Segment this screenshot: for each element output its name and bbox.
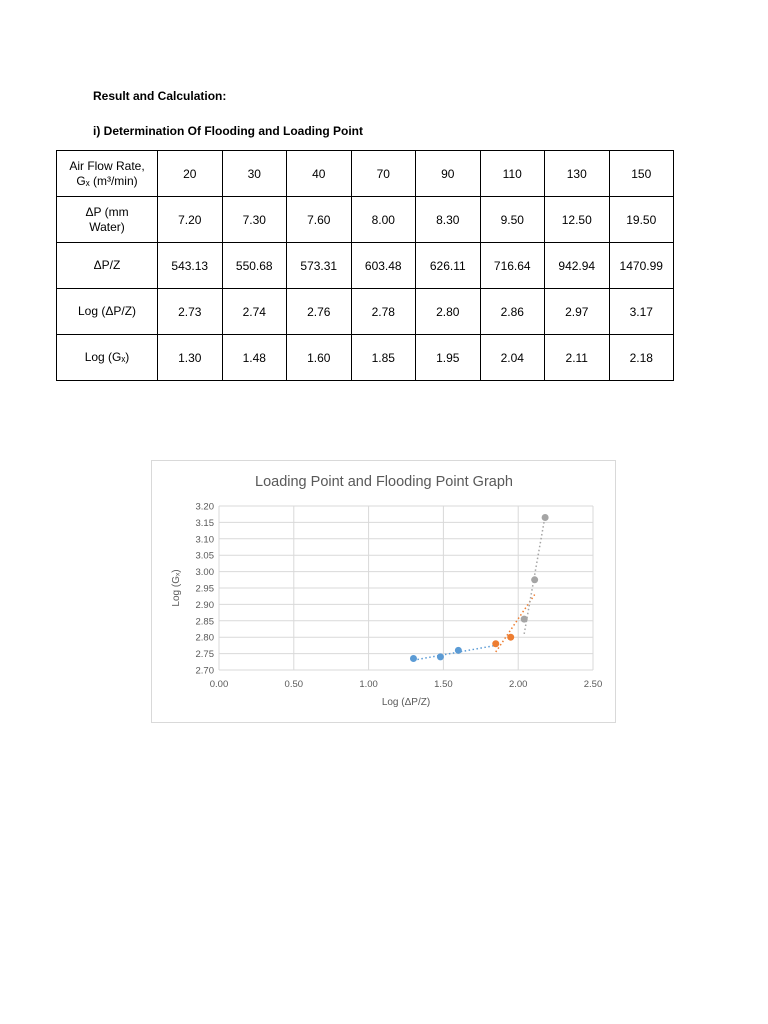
y-tick-label: 2.70: [195, 665, 214, 677]
chart-container: [151, 460, 616, 723]
table-cell: 2.78: [351, 289, 416, 335]
trendline: [496, 595, 535, 652]
data-point: [521, 616, 528, 623]
y-tick-label: 2.90: [195, 599, 214, 611]
table-cell: 19.50: [609, 197, 674, 243]
table-cell: 1.85: [351, 335, 416, 381]
table-cell: 40: [287, 151, 352, 197]
row-header: [57, 197, 158, 243]
row-header: [57, 335, 158, 381]
x-tick-label: 2.00: [508, 679, 528, 690]
x-tick-label: 1.50: [434, 679, 453, 690]
table-cell: 90: [416, 151, 481, 197]
table-cell: 2.80: [416, 289, 481, 335]
data-point: [507, 634, 514, 641]
data-point: [410, 655, 417, 662]
row-header-line1: ΔP/Z: [93, 258, 121, 272]
row-header-line1: Log (ΔP/Z): [77, 304, 137, 318]
y-tick-label: 2.95: [195, 583, 214, 595]
table-cell: 2.04: [480, 335, 545, 381]
row-header-line1: Log (Gₓ): [84, 350, 130, 364]
data-point: [455, 647, 462, 654]
table-cell: 543.13: [158, 243, 223, 289]
x-tick-label: 0.00: [209, 679, 229, 690]
row-header: [57, 289, 158, 335]
trendline: [413, 645, 495, 660]
table-row: [57, 289, 674, 335]
table-cell: 1.95: [416, 335, 481, 381]
table-cell: 716.64: [480, 243, 545, 289]
table-cell: 2.18: [609, 335, 674, 381]
table-cell: 2.11: [545, 335, 610, 381]
table-row: [57, 243, 674, 289]
row-header-line1: ΔP (mm: [85, 204, 129, 219]
table-cell: 12.50: [545, 197, 610, 243]
y-tick-label: 3.10: [195, 534, 214, 546]
trendline: [524, 516, 545, 634]
table-cell: 3.17: [609, 289, 674, 335]
table-cell: 603.48: [351, 243, 416, 289]
table-cell: 110: [480, 151, 545, 197]
table-cell: 9.50: [480, 197, 545, 243]
y-tick-label: 3.20: [195, 501, 214, 513]
y-tick-label: 3.15: [195, 517, 214, 529]
table-cell: 8.00: [351, 197, 416, 243]
row-header-line1: Air Flow Rate,: [69, 158, 145, 173]
table-row: [57, 151, 674, 197]
table-cell: 150: [609, 151, 674, 197]
table-cell: 7.20: [158, 197, 223, 243]
table-cell: 2.86: [480, 289, 545, 335]
section-heading: Result and Calculation:: [93, 89, 227, 103]
table-cell: 2.74: [222, 289, 287, 335]
table-cell: 942.94: [545, 243, 610, 289]
table-cell: 30: [222, 151, 287, 197]
table-cell: 550.68: [222, 243, 287, 289]
data-point: [437, 653, 444, 660]
results-table: [56, 150, 674, 381]
y-tick-label: 2.75: [195, 649, 214, 661]
table-cell: 2.73: [158, 289, 223, 335]
x-tick-label: 1.00: [359, 679, 378, 690]
y-tick-label: 3.05: [195, 550, 214, 562]
table-cell: 20: [158, 151, 223, 197]
table-row: [57, 197, 674, 243]
y-tick-label: 2.80: [195, 632, 214, 644]
y-axis-label: Log (Gₓ): [171, 569, 182, 607]
table-cell: 130: [545, 151, 610, 197]
subsection-heading: i) Determination Of Flooding and Loading Point: [93, 124, 363, 138]
loading-flooding-chart: [152, 461, 617, 724]
x-tick-label: 2.50: [583, 679, 603, 690]
row-header: [57, 243, 158, 289]
table-cell: 2.97: [545, 289, 610, 335]
table-cell: 70: [351, 151, 416, 197]
table-cell: 8.30: [416, 197, 481, 243]
table-cell: 1470.99: [609, 243, 674, 289]
table-cell: 1.30: [158, 335, 223, 381]
y-tick-label: 2.85: [195, 616, 214, 628]
row-header-line2: Water): [89, 219, 125, 234]
data-point: [531, 576, 538, 583]
data-point: [492, 640, 499, 647]
table-cell: 626.11: [416, 243, 481, 289]
table-cell: 2.76: [287, 289, 352, 335]
x-tick-label: 0.50: [284, 679, 304, 690]
data-point: [542, 514, 549, 521]
table-cell: 7.60: [287, 197, 352, 243]
chart-title: Loading Point and Flooding Point Graph: [255, 474, 513, 490]
y-tick-label: 3.00: [195, 567, 214, 579]
row-header: [57, 151, 158, 197]
x-axis-label: Log (ΔP/Z): [381, 697, 431, 708]
table-cell: 573.31: [287, 243, 352, 289]
table-cell: 7.30: [222, 197, 287, 243]
row-header-line2: Gₓ (m³/min): [76, 173, 138, 188]
table-cell: 1.48: [222, 335, 287, 381]
table-cell: 1.60: [287, 335, 352, 381]
table-row: [57, 335, 674, 381]
